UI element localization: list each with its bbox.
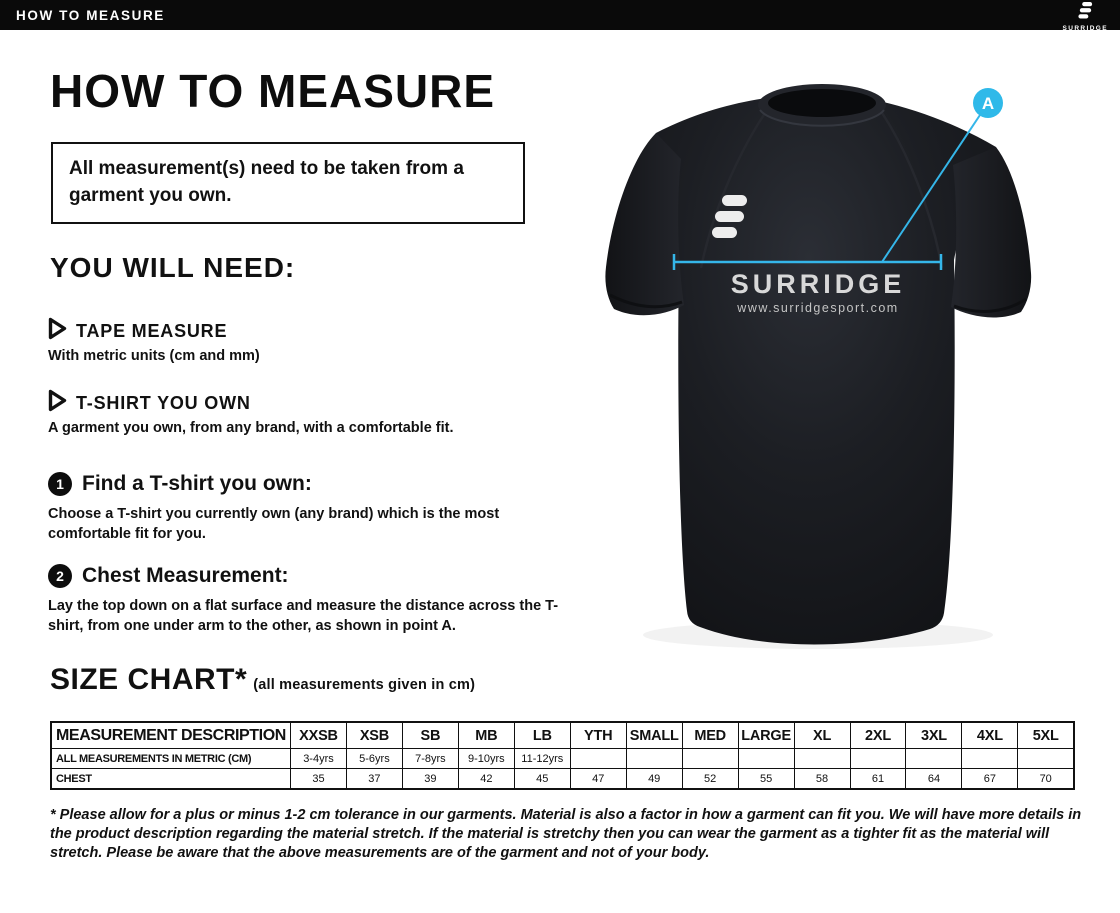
shirt-left-sleeve: [605, 133, 684, 315]
table-row: [51, 749, 1074, 769]
size-chart-heading: [50, 663, 475, 697]
point-a-marker: [973, 88, 1003, 118]
table-cell: 47: [570, 769, 626, 790]
top-bar: [0, 0, 1120, 30]
table-cell: [906, 749, 962, 769]
table-cell: 67: [962, 769, 1018, 790]
column-header: SMALL: [626, 722, 682, 749]
column-header: MB: [458, 722, 514, 749]
need-item-title: T-SHIRT YOU OWN: [76, 392, 251, 413]
column-header: YTH: [570, 722, 626, 749]
point-a-label: A: [981, 94, 995, 113]
table-cell: 9-10yrs: [458, 749, 514, 769]
column-header: XXSB: [291, 722, 347, 749]
collar-opening: [768, 89, 876, 117]
surridge-logo-icon: [1078, 2, 1093, 24]
step-title: Find a T-shirt you own:: [82, 472, 312, 495]
table-cell: 5-6yrs: [346, 749, 402, 769]
column-header: LARGE: [738, 722, 794, 749]
column-header: 5XL: [1018, 722, 1074, 749]
column-header: 2XL: [850, 722, 906, 749]
step-2: [48, 564, 580, 637]
table-cell: 3-4yrs: [291, 749, 347, 769]
tolerance-footnote: * Please allow for a plus or minus 1-2 cm tolerance in our garments. Material is also a factor in how a garment can fit you. We will have more details in the product description regarding the material stretch. If the material is stretchy then you can wear the garment as a tighter fit as the material will stretch. Please be aware that the above measurements are of the garment and not of your body.: [50, 807, 1082, 861]
table-cell: [738, 749, 794, 769]
table-cell: [850, 749, 906, 769]
page-title: HOW TO MEASURE: [50, 65, 496, 117]
column-header: 4XL: [962, 722, 1018, 749]
table-cell: [1018, 749, 1074, 769]
tshirt-image: [560, 55, 1120, 655]
column-header: 3XL: [906, 722, 962, 749]
surridge-brand-mark: [1062, 2, 1108, 32]
step-description: Lay the top down on a flat surface and measure the distance across the T-shirt, from one under arm to the other, as shown in point A.: [48, 598, 559, 635]
top-bar-title: HOW TO MEASURE: [16, 7, 165, 23]
step-title: Chest Measurement:: [82, 564, 289, 587]
table-cell: 64: [906, 769, 962, 790]
step-number-badge: 2: [48, 564, 72, 588]
table-cell: 45: [514, 769, 570, 790]
column-header: LB: [514, 722, 570, 749]
table-row: [51, 769, 1074, 790]
row-label: CHEST: [51, 769, 291, 790]
step-1: [48, 472, 580, 545]
measurement-note-box: All measurement(s) need to be taken from a garment you own.: [51, 142, 525, 224]
shirt-brand-wordmark: SURRIDGE: [730, 269, 906, 299]
table-cell: 42: [458, 769, 514, 790]
step-description: Choose a T-shirt you currently own (any brand) which is the most comfortable fit for you.: [48, 506, 500, 543]
table-cell: [570, 749, 626, 769]
column-header: SB: [402, 722, 458, 749]
table-cell: [794, 749, 850, 769]
table-cell: 7-8yrs: [402, 749, 458, 769]
shirt-body: [656, 93, 996, 645]
table-cell: 49: [626, 769, 682, 790]
step-number-badge: 1: [48, 472, 72, 496]
you-will-need-heading: YOU WILL NEED:: [50, 252, 296, 283]
row-label: ALL MEASUREMENTS IN METRIC (CM): [51, 749, 291, 769]
table-cell: 70: [1018, 769, 1074, 790]
need-item-description: A garment you own, from any brand, with a comfortable fit.: [48, 420, 454, 436]
column-header: XSB: [346, 722, 402, 749]
table-cell: 61: [850, 769, 906, 790]
triangle-bullet-icon: [48, 389, 67, 417]
table-cell: 39: [402, 769, 458, 790]
need-item-description: With metric units (cm and mm): [48, 348, 260, 364]
need-item-tape-measure: [48, 317, 260, 364]
need-item-tshirt: [48, 389, 454, 436]
triangle-bullet-icon: [48, 317, 67, 345]
top-bar-brand-name: SURRIDGE: [1062, 25, 1108, 32]
column-header: XL: [794, 722, 850, 749]
table-cell: [962, 749, 1018, 769]
table-header-row: [51, 722, 1074, 749]
shirt-right-sleeve: [951, 147, 1031, 317]
size-chart-title: SIZE CHART*: [50, 663, 248, 696]
need-item-title: TAPE MEASURE: [76, 320, 228, 341]
shirt-website-text: www.surridgesport.com: [737, 301, 899, 315]
table-cell: [626, 749, 682, 769]
table-cell: 58: [794, 769, 850, 790]
table-cell: 37: [346, 769, 402, 790]
table-cell: 52: [682, 769, 738, 790]
size-chart-subtitle: (all measurements given in cm): [253, 677, 476, 693]
table-cell: 35: [291, 769, 347, 790]
table-cell: [682, 749, 738, 769]
column-header: MEASUREMENT DESCRIPTION: [51, 722, 291, 749]
table-cell: 55: [738, 769, 794, 790]
column-header: MED: [682, 722, 738, 749]
table-cell: 11-12yrs: [514, 749, 570, 769]
size-chart-table: [50, 721, 1075, 790]
